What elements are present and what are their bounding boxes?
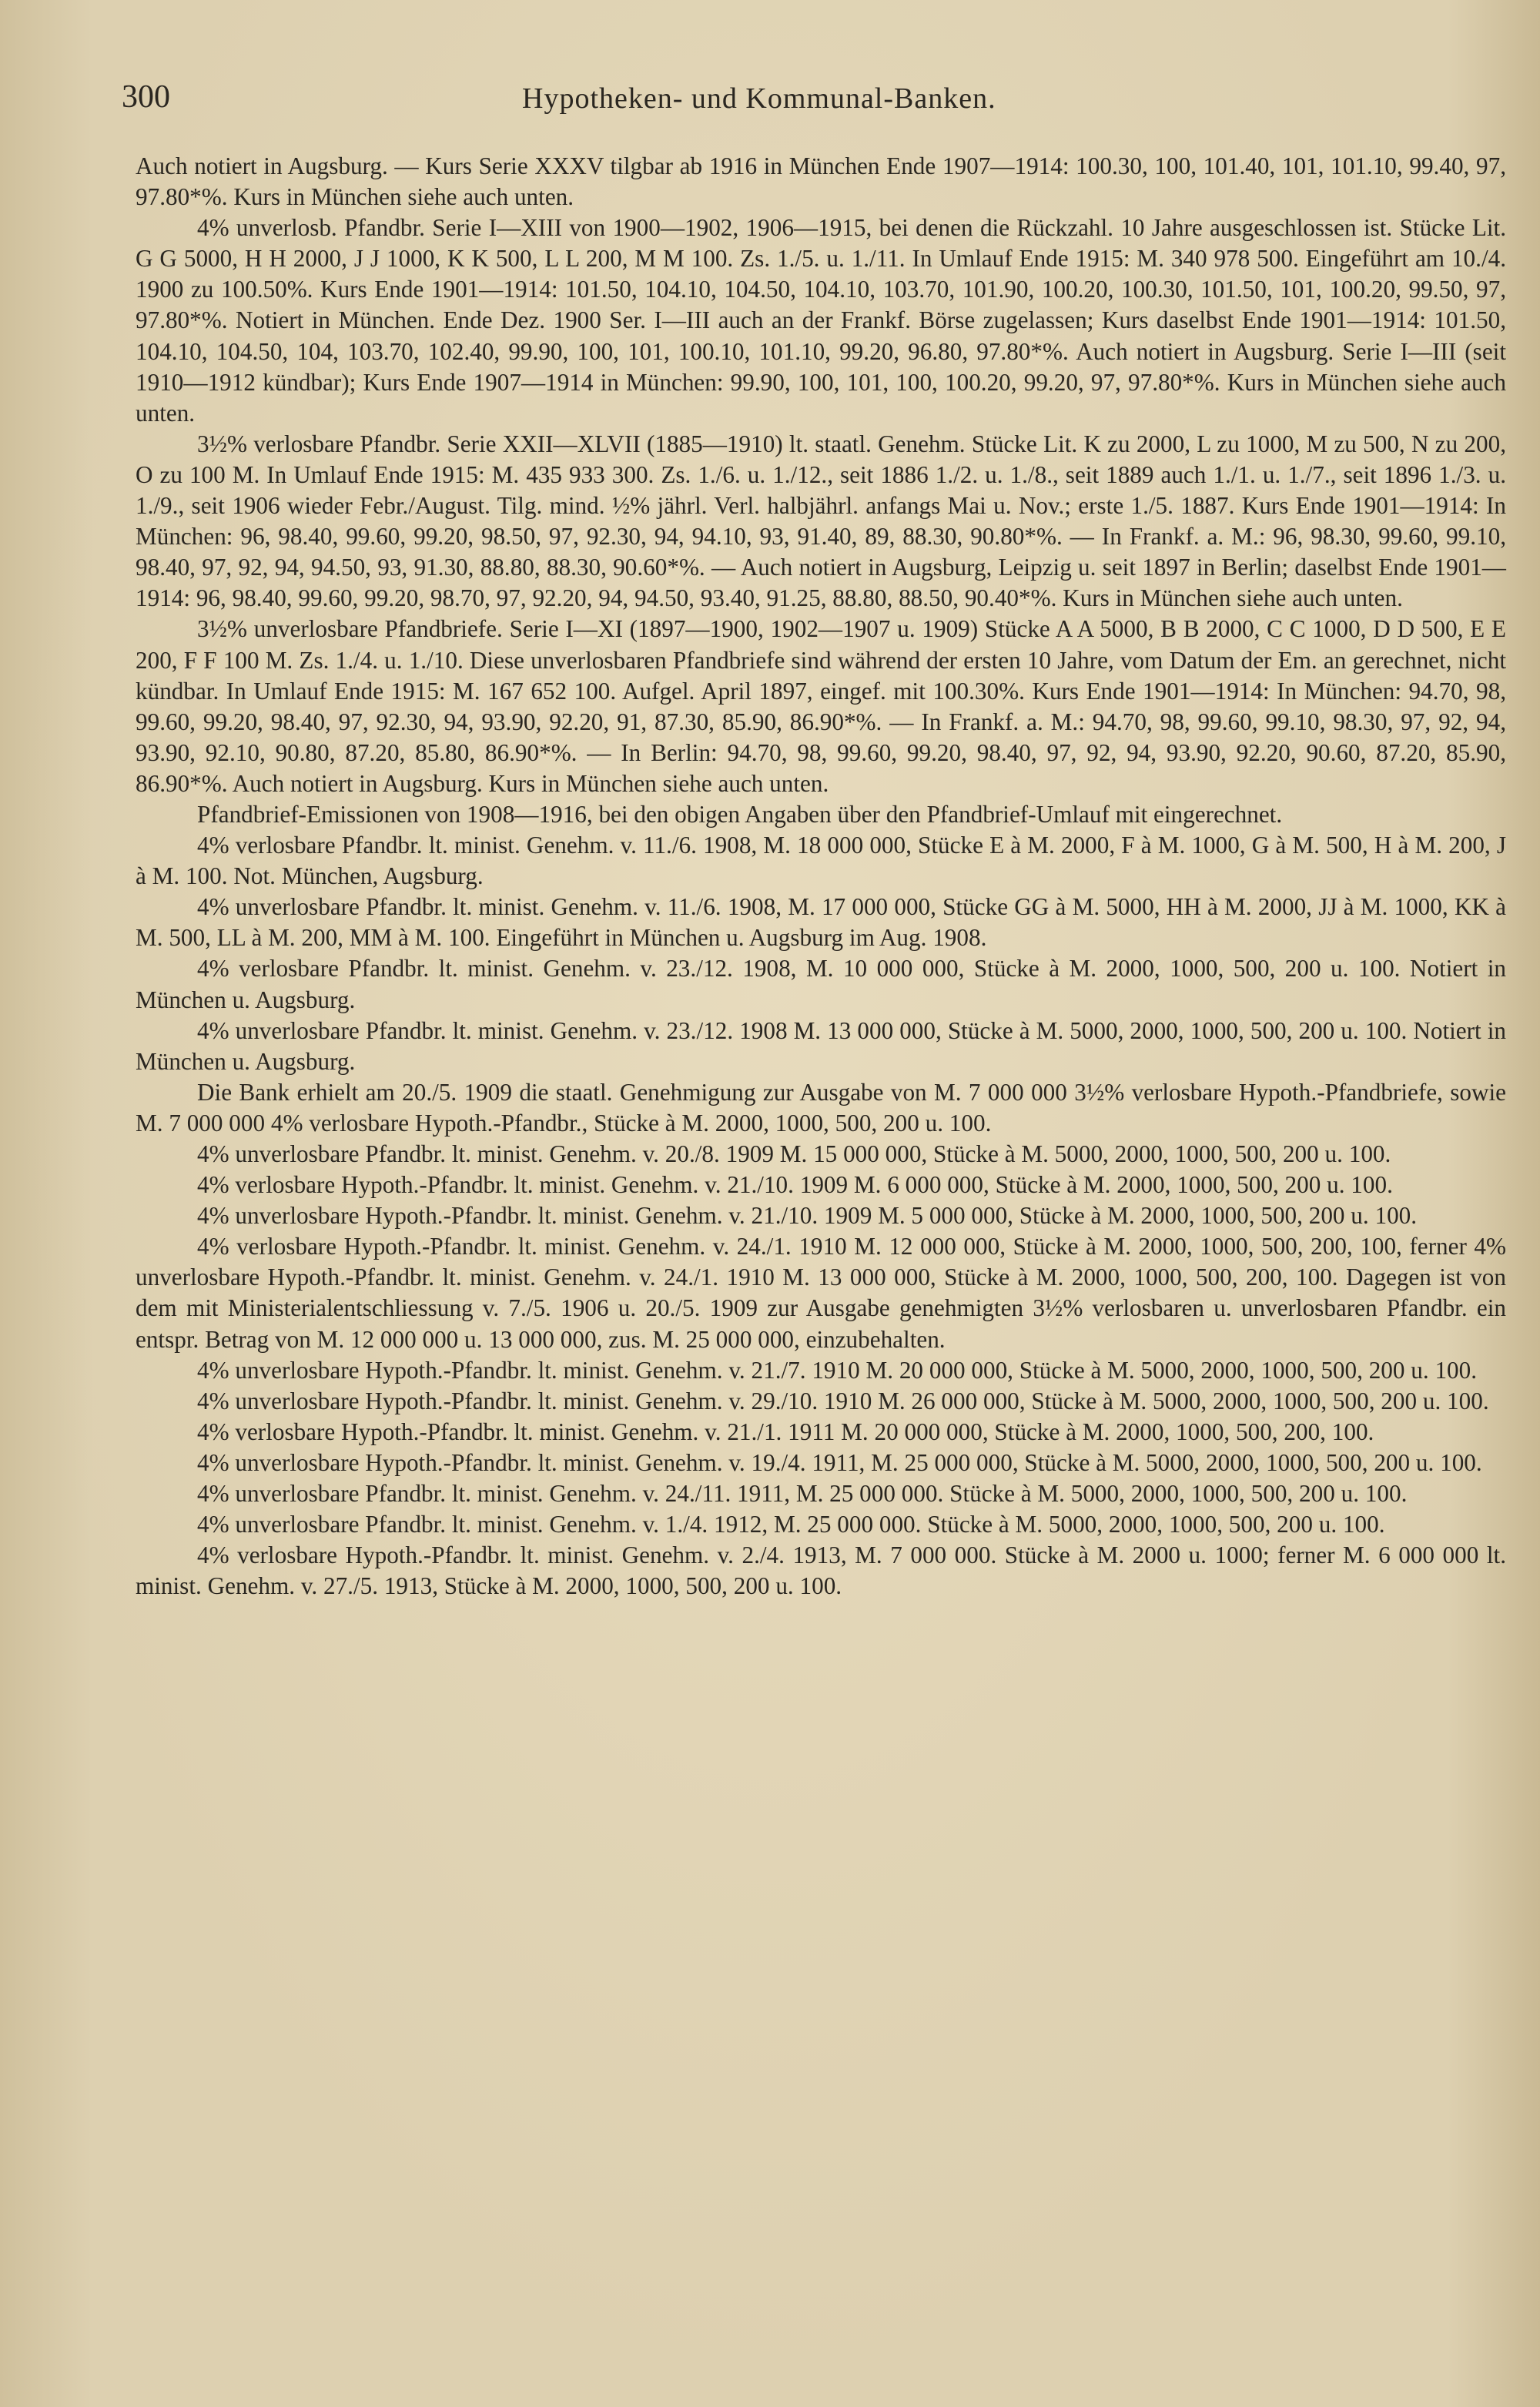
paragraph: 4% unverlosbare Pfandbr. lt. minist. Genehm. v. 1./4. 1912, M. 25 000 000. Stücke à M. 5000, 2000, 1000, 500, 200 u. 100. [197, 1511, 1385, 1538]
page-number: 300 [122, 79, 170, 115]
paragraph: 4% unverlosbare Hypoth.-Pfandbr. lt. minist. Genehm. v. 21./10. 1909 M. 5 000 000, Stücke à M. 2000, 1000, 500, 200 u. 100. [197, 1202, 1418, 1230]
running-title: Hypotheken- und Kommunal-Banken. [522, 82, 996, 115]
paragraph: 4% verlosbare Hypoth.-Pfandbr. lt. minist. Genehm. v. 21./10. 1909 M. 6 000 000, Stücke à M. 2000, 1000, 500, 200 u. 100. [197, 1171, 1393, 1199]
paragraph: 4% unverlosbare Hypoth.-Pfandbr. lt. minist. Genehm. v. 21./7. 1910 M. 20 000 000, Stücke à M. 5000, 2000, 1000, 500, 200 u. 100. [197, 1356, 1478, 1384]
paragraph: 4% unverlosbare Pfandbr. lt. minist. Genehm. v. 24./11. 1911, M. 25 000 000. Stücke à M. 5000, 2000, 1000, 500, 200 u. 100. [197, 1480, 1408, 1508]
paragraph: 4% verlosbare Pfandbr. lt. minist. Genehm. v. 23./12. 1908, M. 10 000 000, Stücke à M. 2000, 1000, 500, 200 u. 100. Notiert in München u. Augsburg. [136, 955, 1506, 1013]
paragraph: 4% unverlosbare Pfandbr. lt. minist. Genehm. v. 20./8. 1909 M. 15 000 000, Stücke à M. 5000, 2000, 1000, 500, 200 u. 100. [197, 1140, 1391, 1167]
paragraph: 4% verlosbare Hypoth.-Pfandbr. lt. minist. Genehm. v. 21./1. 1911 M. 20 000 000, Stücke à M. 2000, 1000, 500, 200, 100. [197, 1418, 1374, 1445]
paragraph: Pfandbrief-Emissionen von 1908—1916, bei den obigen Angaben über den Pfandbrief-Umlauf mit eingerechnet. [197, 800, 1283, 828]
paragraph: 4% verlosbare Pfandbr. lt. minist. Genehm. v. 11./6. 1908, M. 18 000 000, Stücke E à M. 2000, F à M. 1000, G à M. 500, H à M. 200, J à M. 100. Not. München, Augsburg. [136, 832, 1506, 890]
paragraph: Die Bank erhielt am 20./5. 1909 die staatl. Genehmigung zur Ausgabe von M. 7 000 000 3½% verlosbare Hypoth.-Pfandbriefe, sowie M. 7 000 000 4% verlosbare Hypoth.-Pfandbr., Stücke à M. 2000, 1000, 500, 200 u. 100. [136, 1078, 1506, 1137]
paragraph: 4% unverlosbare Pfandbr. lt. minist. Genehm. v. 23./12. 1908 M. 13 000 000, Stücke à M. 5000, 2000, 1000, 500, 200 u. 100. Notiert in München u. Augsburg. [136, 1016, 1506, 1075]
paragraph: Auch notiert in Augsburg. — Kurs Serie XXXV tilgbar ab 1916 in München Ende 1907—1914: 100.30, 100, 101.40, 101, 101.10, 99.40, 97, 97.80*%. Kurs in München siehe auch unten. [136, 152, 1506, 211]
page-header [122, 79, 1508, 125]
paragraph: 3½% verlosbare Pfandbr. Serie XXII—XLVII (1885—1910) lt. staatl. Genehm. Stücke Lit. K zu 2000, L zu 1000, M zu 500, N zu 200, O zu 100 M. In Umlauf Ende 1915: M. 435 933 300. Zs. 1./6. u. 1./12., seit 1886 1./2. u. 1./8., seit 1889 auch 1./1. u. 1./7., seit 1896 1./3. u. 1./9., seit 1906 wieder Febr./August. Tilg. mind. ½% jährl. Verl. halbjährl. anfangs Mai u. Nov.; erste 1./5. 1887. Kurs Ende 1901—1914: In München: 96, 98.40, 99.60, 99.20, 98.50, 97, 92.30, 94, 94.10, 93, 91.40, 89, 88.30, 90.80*%. — In Frankf. a. M.: 96, 98.30, 99.60, 99.10, 98.40, 97, 92, 94, 94.50, 93, 91.30, 88.80, 88.30, 90.60*%. — Auch notiert in Augsburg, Leipzig u. seit 1897 in Berlin; daselbst Ende 1901—1914: 96, 98.40, 99.60, 99.20, 98.70, 97, 92.20, 94, 94.50, 93.40, 91.25, 88.80, 88.50, 90.40*%. Kurs in München siehe auch unten. [136, 430, 1506, 612]
paragraph: 4% unverlosbare Pfandbr. lt. minist. Genehm. v. 11./6. 1908, M. 17 000 000, Stücke GG à M. 5000, HH à M. 2000, JJ à M. 1000, KK à M. 500, LL à M. 200, MM à M. 100. Eingeführt in München u. Augsburg im Aug. 1908. [136, 893, 1506, 952]
paragraph: 4% unverlosbare Hypoth.-Pfandbr. lt. minist. Genehm. v. 19./4. 1911, M. 25 000 000, Stücke à M. 5000, 2000, 1000, 500, 200 u. 100. [197, 1448, 1482, 1476]
paragraph: 4% unverlosbare Hypoth.-Pfandbr. lt. minist. Genehm. v. 29./10. 1910 M. 26 000 000, Stücke à M. 5000, 2000, 1000, 500, 200 u. 100. [197, 1387, 1489, 1414]
paragraph: 4% unverlosb. Pfandbr. Serie I—XIII von 1900—1902, 1906—1915, bei denen die Rückzahl. 10 Jahre ausgeschlossen ist. Stücke Lit. G G 5000, H H 2000, J J 1000, K K 500, L L 200, M M 100. Zs. 1./5. u. 1./11. In Umlauf Ende 1915: M. 340 978 500. Eingeführt am 10./4. 1900 zu 100.50%. Kurs Ende 1901—1914: 101.50, 104.10, 104.50, 104.10, 103.70, 101.90, 100.20, 100.30, 101.50, 101, 100.20, 99.50, 97, 97.80*%. Notiert in München. Ende Dez. 1900 Ser. I—III auch an der Frankf. Börse zugelassen; Kurs daselbst Ende 1901—1914: 101.50, 104.10, 104.50, 104, 103.70, 102.40, 99.90, 100, 101, 100.10, 101.10, 99.20, 96.80, 97.80*%. Auch notiert in Augsburg. Serie I—III (seit 1910—1912 kündbar); Kurs Ende 1907—1914 in München: 99.90, 100, 101, 100, 100.20, 99.20, 97, 97.80*%. Kurs in München siehe auch unten. [136, 214, 1506, 427]
paragraph: 3½% unverlosbare Pfandbriefe. Serie I—XI (1897—1900, 1902—1907 u. 1909) Stücke A A 5000, B B 2000, C C 1000, D D 500, E E 200, F F 100 M. Zs. 1./4. u. 1./10. Diese unverlosbaren Pfandbriefe sind während der ersten 10 Jahre, vom Datum der Em. an gerechnet, nicht kündbar. In Umlauf Ende 1915: M. 167 652 100. Aufgel. April 1897, eingef. mit 100.30%. Kurs Ende 1901—1914: In München: 94.70, 98, 99.60, 99.20, 98.40, 97, 92.30, 94, 93.90, 92.20, 91, 87.30, 85.90, 86.90*%. — In Frankf. a. M.: 94.70, 98, 99.60, 99.10, 98.30, 97, 92, 94, 93.90, 92.10, 90.80, 87.20, 85.80, 86.90*%. — In Berlin: 94.70, 98, 99.60, 99.20, 98.40, 97, 92, 94, 93.90, 92.20, 90.60, 87.20, 85.90, 86.90*%. Auch notiert in Augsburg. Kurs in München siehe auch unten. [136, 615, 1506, 797]
paragraph: 4% verlosbare Hypoth.-Pfandbr. lt. minist. Genehm. v. 24./1. 1910 M. 12 000 000, Stücke à M. 2000, 1000, 500, 200, 100, ferner 4% unverlosbare Hypoth.-Pfandbr. lt. minist. Genehm. v. 24./1. 1910 M. 13 000 000, Stücke à M. 2000, 1000, 500, 200, 100. Dagegen ist von dem mit Ministerialentschliessung v. 7./5. 1906 u. 20./5. 1909 zur Ausgabe genehmigten 3½% verlosbaren u. unverlosbaren Pfandbr. ein entspr. Betrag von M. 12 000 000 u. 13 000 000, zus. M. 25 000 000, einzubehalten. [136, 1233, 1506, 1353]
body-text [136, 151, 1506, 1602]
paragraph: 4% verlosbare Hypoth.-Pfandbr. lt. minist. Genehm. v. 2./4. 1913, M. 7 000 000. Stücke à M. 2000 u. 1000; ferner M. 6 000 000 lt. minist. Genehm. v. 27./5. 1913, Stücke à M. 2000, 1000, 500, 200 u. 100. [136, 1542, 1506, 1600]
